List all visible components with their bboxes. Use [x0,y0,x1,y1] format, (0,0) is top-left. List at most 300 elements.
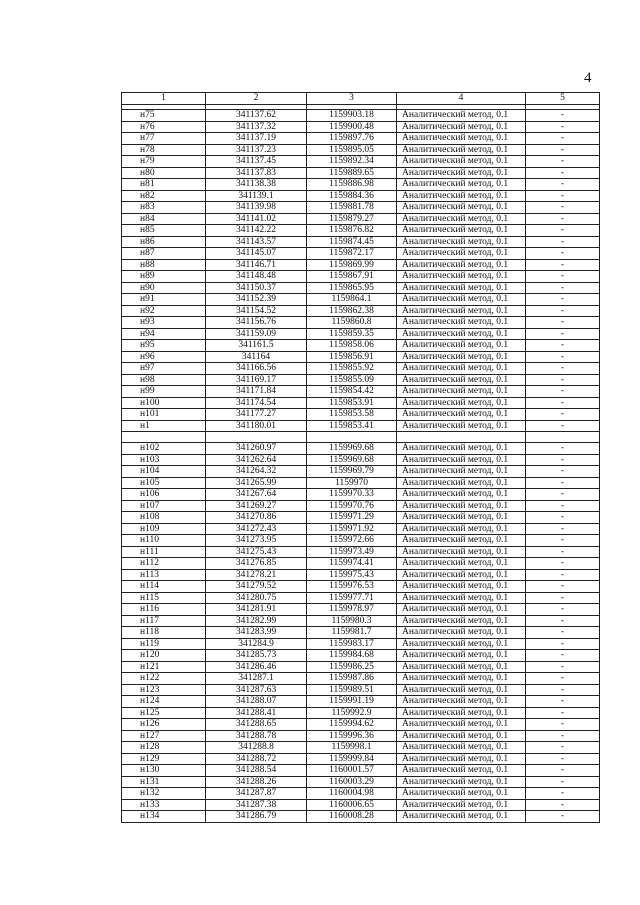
empty-cell [206,432,307,443]
method-cell: Аналитический метод, 0.1 [397,167,526,179]
point-id-cell: н80 [122,167,206,179]
point-id-cell: н85 [122,225,206,237]
y-coordinate-cell: 1159853.91 [307,397,397,409]
point-id-cell: н116 [122,604,206,616]
value-cell: - [526,753,600,765]
table-row [122,604,600,616]
value-cell: - [526,397,600,409]
point-id-cell: н78 [122,144,206,156]
point-id-cell: н128 [122,742,206,754]
point-id-cell: н133 [122,799,206,811]
x-coordinate-cell: 341180.01 [206,420,307,432]
method-cell: Аналитический метод, 0.1 [397,110,526,122]
x-coordinate-cell: 341150.37 [206,282,307,294]
value-cell: - [526,696,600,708]
value-cell: - [526,190,600,202]
table-row [122,546,600,558]
y-coordinate-cell: 1159855.92 [307,363,397,375]
table-row [122,523,600,535]
y-coordinate-cell: 1159865.95 [307,282,397,294]
y-coordinate-cell: 1159978.97 [307,604,397,616]
value-cell: - [526,707,600,719]
method-cell: Аналитический метод, 0.1 [397,179,526,191]
table-row [122,156,600,168]
y-coordinate-cell: 1159970.33 [307,489,397,501]
x-coordinate-cell: 341159.09 [206,328,307,340]
value-cell: - [526,535,600,547]
method-cell: Аналитический метод, 0.1 [397,236,526,248]
point-id-cell: н121 [122,661,206,673]
point-id-cell: н83 [122,202,206,214]
table-row [122,110,600,122]
y-coordinate-cell: 1160001.57 [307,765,397,777]
method-cell: Аналитический метод, 0.1 [397,684,526,696]
value-cell: - [526,546,600,558]
table-row [122,340,600,352]
method-cell: Аналитический метод, 0.1 [397,363,526,375]
point-id-cell: н96 [122,351,206,363]
column-header-2: 2 [206,93,307,105]
table-row [122,133,600,145]
method-cell: Аналитический метод, 0.1 [397,776,526,788]
value-cell: - [526,179,600,191]
y-coordinate-cell: 1159853.41 [307,420,397,432]
point-id-cell: н124 [122,696,206,708]
x-coordinate-cell: 341285.73 [206,650,307,662]
value-cell: - [526,581,600,593]
value-cell: - [526,661,600,673]
x-coordinate-cell: 341137.19 [206,133,307,145]
x-coordinate-cell: 341156.76 [206,317,307,329]
value-cell: - [526,144,600,156]
x-coordinate-cell: 341141.02 [206,213,307,225]
y-coordinate-cell: 1159973.49 [307,546,397,558]
x-coordinate-cell: 341137.23 [206,144,307,156]
value-cell: - [526,523,600,535]
point-id-cell: н119 [122,638,206,650]
point-id-cell: н79 [122,156,206,168]
x-coordinate-cell: 341288.41 [206,707,307,719]
point-id-cell: н132 [122,788,206,800]
empty-cell [526,432,600,443]
x-coordinate-cell: 341288.07 [206,696,307,708]
point-id-cell: н77 [122,133,206,145]
point-id-cell: н90 [122,282,206,294]
y-coordinate-cell: 1159897.76 [307,133,397,145]
table-row [122,799,600,811]
method-cell: Аналитический метод, 0.1 [397,386,526,398]
y-coordinate-cell: 1159879.27 [307,213,397,225]
method-cell: Аналитический метод, 0.1 [397,811,526,823]
value-cell: - [526,374,600,386]
y-coordinate-cell: 1159994.62 [307,719,397,731]
table-row [122,558,600,570]
table-row [122,742,600,754]
point-id-cell: н88 [122,259,206,271]
table-row [122,615,600,627]
y-coordinate-cell: 1159980.3 [307,615,397,627]
table-row [122,512,600,524]
y-coordinate-cell: 1159854.42 [307,386,397,398]
x-coordinate-cell: 341288.72 [206,753,307,765]
method-cell: Аналитический метод, 0.1 [397,271,526,283]
x-coordinate-cell: 341287.87 [206,788,307,800]
column-header-3: 3 [307,93,397,105]
empty-cell [122,432,206,443]
x-coordinate-cell: 341269.27 [206,500,307,512]
x-coordinate-cell: 341142.22 [206,225,307,237]
y-coordinate-cell: 1159996.36 [307,730,397,742]
y-coordinate-cell: 1159977.71 [307,592,397,604]
point-id-cell: н1 [122,420,206,432]
point-id-cell: н104 [122,466,206,478]
value-cell: - [526,409,600,421]
value-cell: - [526,558,600,570]
y-coordinate-cell: 1159860.8 [307,317,397,329]
value-cell: - [526,282,600,294]
table-row [122,466,600,478]
value-cell: - [526,294,600,306]
x-coordinate-cell: 341288.54 [206,765,307,777]
table-row [122,190,600,202]
y-coordinate-cell: 1159972.66 [307,535,397,547]
x-coordinate-cell: 341143.57 [206,236,307,248]
point-id-cell: н129 [122,753,206,765]
table-row [122,661,600,673]
method-cell: Аналитический метод, 0.1 [397,788,526,800]
table-row [122,202,600,214]
x-coordinate-cell: 341282.99 [206,615,307,627]
x-coordinate-cell: 341278.21 [206,569,307,581]
x-coordinate-cell: 341174.54 [206,397,307,409]
x-coordinate-cell: 341279.52 [206,581,307,593]
value-cell: - [526,604,600,616]
x-coordinate-cell: 341288.78 [206,730,307,742]
method-cell: Аналитический метод, 0.1 [397,627,526,639]
x-coordinate-cell: 341286.79 [206,811,307,823]
method-cell: Аналитический метод, 0.1 [397,466,526,478]
table-row [122,248,600,260]
point-id-cell: н76 [122,121,206,133]
value-cell: - [526,236,600,248]
y-coordinate-cell: 1159900.48 [307,121,397,133]
method-cell: Аналитический метод, 0.1 [397,592,526,604]
x-coordinate-cell: 341139.1 [206,190,307,202]
value-cell: - [526,512,600,524]
y-coordinate-cell: 1159886.98 [307,179,397,191]
y-coordinate-cell: 1159971.92 [307,523,397,535]
table-row [122,351,600,363]
value-cell: - [526,638,600,650]
value-cell: - [526,386,600,398]
point-id-cell: н111 [122,546,206,558]
value-cell: - [526,167,600,179]
method-cell: Аналитический метод, 0.1 [397,765,526,777]
value-cell: - [526,305,600,317]
point-id-cell: н108 [122,512,206,524]
y-coordinate-cell: 1160004.98 [307,788,397,800]
coordinates-table [121,92,600,823]
x-coordinate-cell: 341161.5 [206,340,307,352]
table-row [122,294,600,306]
x-coordinate-cell: 341171.84 [206,386,307,398]
y-coordinate-cell: 1160003.29 [307,776,397,788]
point-id-cell: н84 [122,213,206,225]
x-coordinate-cell: 341284.9 [206,638,307,650]
table-row [122,569,600,581]
y-coordinate-cell: 1159983.17 [307,638,397,650]
x-coordinate-cell: 341145.07 [206,248,307,260]
method-cell: Аналитический метод, 0.1 [397,650,526,662]
table-row [122,305,600,317]
y-coordinate-cell: 1159855.09 [307,374,397,386]
x-coordinate-cell: 341275.43 [206,546,307,558]
table-row [122,259,600,271]
table-row [122,179,600,191]
point-id-cell: н130 [122,765,206,777]
value-cell: - [526,615,600,627]
table-row [122,811,600,823]
point-id-cell: н106 [122,489,206,501]
method-cell: Аналитический метод, 0.1 [397,305,526,317]
table-row [122,535,600,547]
x-coordinate-cell: 341262.64 [206,454,307,466]
table-row [122,684,600,696]
method-cell: Аналитический метод, 0.1 [397,742,526,754]
point-id-cell: н114 [122,581,206,593]
y-coordinate-cell: 1159869.99 [307,259,397,271]
value-cell: - [526,443,600,455]
x-coordinate-cell: 341273.95 [206,535,307,547]
point-id-cell: н102 [122,443,206,455]
y-coordinate-cell: 1159872.17 [307,248,397,260]
value-cell: - [526,351,600,363]
y-coordinate-cell: 1159991.19 [307,696,397,708]
method-cell: Аналитический метод, 0.1 [397,443,526,455]
y-coordinate-cell: 1159981.7 [307,627,397,639]
x-coordinate-cell: 341137.83 [206,167,307,179]
y-coordinate-cell: 1159853.58 [307,409,397,421]
x-coordinate-cell: 341264.32 [206,466,307,478]
method-cell: Аналитический метод, 0.1 [397,328,526,340]
y-coordinate-cell: 1159867.91 [307,271,397,283]
value-cell: - [526,363,600,375]
method-cell: Аналитический метод, 0.1 [397,248,526,260]
table-row [122,776,600,788]
y-coordinate-cell: 1159895.05 [307,144,397,156]
table-row [122,144,600,156]
point-id-cell: н81 [122,179,206,191]
x-coordinate-cell: 341265.99 [206,477,307,489]
method-cell: Аналитический метод, 0.1 [397,454,526,466]
method-cell: Аналитический метод, 0.1 [397,294,526,306]
method-cell: Аналитический метод, 0.1 [397,523,526,535]
value-cell: - [526,776,600,788]
value-cell: - [526,811,600,823]
y-coordinate-cell: 1159986.25 [307,661,397,673]
table-blank-row [122,432,600,443]
value-cell: - [526,477,600,489]
method-cell: Аналитический метод, 0.1 [397,558,526,570]
method-cell: Аналитический метод, 0.1 [397,202,526,214]
x-coordinate-cell: 341280.75 [206,592,307,604]
method-cell: Аналитический метод, 0.1 [397,133,526,145]
y-coordinate-cell: 1159969.68 [307,454,397,466]
method-cell: Аналитический метод, 0.1 [397,489,526,501]
table-body [122,105,600,823]
point-id-cell: н92 [122,305,206,317]
y-coordinate-cell: 1159889.65 [307,167,397,179]
point-id-cell: н95 [122,340,206,352]
x-coordinate-cell: 341270.86 [206,512,307,524]
value-cell: - [526,213,600,225]
table-row [122,673,600,685]
table-row [122,386,600,398]
empty-cell [397,432,526,443]
column-header-4: 4 [397,93,526,105]
y-coordinate-cell: 1159976.53 [307,581,397,593]
point-id-cell: н87 [122,248,206,260]
x-coordinate-cell: 341283.99 [206,627,307,639]
value-cell: - [526,317,600,329]
point-id-cell: н115 [122,592,206,604]
y-coordinate-cell: 1159969.79 [307,466,397,478]
value-cell: - [526,489,600,501]
table-row [122,765,600,777]
value-cell: - [526,259,600,271]
point-id-cell: н82 [122,190,206,202]
y-coordinate-cell: 1159971.29 [307,512,397,524]
method-cell: Аналитический метод, 0.1 [397,144,526,156]
y-coordinate-cell: 1159858.06 [307,340,397,352]
point-id-cell: н123 [122,684,206,696]
y-coordinate-cell: 1159856.91 [307,351,397,363]
y-coordinate-cell: 1159903.18 [307,110,397,122]
y-coordinate-cell: 1159987.86 [307,673,397,685]
y-coordinate-cell: 1159876.82 [307,225,397,237]
y-coordinate-cell: 1159881.78 [307,202,397,214]
point-id-cell: н109 [122,523,206,535]
method-cell: Аналитический метод, 0.1 [397,546,526,558]
method-cell: Аналитический метод, 0.1 [397,259,526,271]
method-cell: Аналитический метод, 0.1 [397,190,526,202]
value-cell: - [526,156,600,168]
x-coordinate-cell: 341169.17 [206,374,307,386]
table-row [122,650,600,662]
table-row [122,167,600,179]
method-cell: Аналитический метод, 0.1 [397,581,526,593]
table-row [122,271,600,283]
value-cell: - [526,673,600,685]
point-id-cell: н118 [122,627,206,639]
point-id-cell: н134 [122,811,206,823]
point-id-cell: н99 [122,386,206,398]
point-id-cell: н105 [122,477,206,489]
table-row [122,753,600,765]
method-cell: Аналитический метод, 0.1 [397,638,526,650]
x-coordinate-cell: 341286.46 [206,661,307,673]
x-coordinate-cell: 341267.64 [206,489,307,501]
point-id-cell: н113 [122,569,206,581]
table-row [122,477,600,489]
table-row [122,121,600,133]
table-row [122,638,600,650]
value-cell: - [526,500,600,512]
method-cell: Аналитический метод, 0.1 [397,799,526,811]
x-coordinate-cell: 341287.63 [206,684,307,696]
value-cell: - [526,650,600,662]
value-cell: - [526,110,600,122]
value-cell: - [526,420,600,432]
value-cell: - [526,684,600,696]
value-cell: - [526,328,600,340]
method-cell: Аналитический метод, 0.1 [397,397,526,409]
x-coordinate-cell: 341146.71 [206,259,307,271]
method-cell: Аналитический метод, 0.1 [397,477,526,489]
x-coordinate-cell: 341152.39 [206,294,307,306]
y-coordinate-cell: 1159874.45 [307,236,397,248]
point-id-cell: н75 [122,110,206,122]
value-cell: - [526,271,600,283]
x-coordinate-cell: 341272.43 [206,523,307,535]
table-row [122,719,600,731]
table-header-row [122,93,600,105]
point-id-cell: н91 [122,294,206,306]
table-row [122,592,600,604]
table-row [122,500,600,512]
empty-cell [307,432,397,443]
x-coordinate-cell: 341137.45 [206,156,307,168]
y-coordinate-cell: 1159984.68 [307,650,397,662]
value-cell: - [526,248,600,260]
table-row [122,581,600,593]
method-cell: Аналитический метод, 0.1 [397,500,526,512]
point-id-cell: н122 [122,673,206,685]
point-id-cell: н131 [122,776,206,788]
y-coordinate-cell: 1159892.34 [307,156,397,168]
point-id-cell: н120 [122,650,206,662]
value-cell: - [526,719,600,731]
table-row [122,363,600,375]
method-cell: Аналитический метод, 0.1 [397,121,526,133]
table-row [122,282,600,294]
table-row [122,317,600,329]
point-id-cell: н103 [122,454,206,466]
point-id-cell: н86 [122,236,206,248]
method-cell: Аналитический метод, 0.1 [397,753,526,765]
y-coordinate-cell: 1159970.76 [307,500,397,512]
method-cell: Аналитический метод, 0.1 [397,673,526,685]
table-row [122,730,600,742]
value-cell: - [526,730,600,742]
x-coordinate-cell: 341281.91 [206,604,307,616]
value-cell: - [526,340,600,352]
x-coordinate-cell: 341177.27 [206,409,307,421]
y-coordinate-cell: 1159862.38 [307,305,397,317]
y-coordinate-cell: 1159999.84 [307,753,397,765]
point-id-cell: н94 [122,328,206,340]
method-cell: Аналитический метод, 0.1 [397,719,526,731]
x-coordinate-cell: 341287.1 [206,673,307,685]
method-cell: Аналитический метод, 0.1 [397,213,526,225]
x-coordinate-cell: 341154.52 [206,305,307,317]
table-row [122,213,600,225]
point-id-cell: н93 [122,317,206,329]
x-coordinate-cell: 341276.85 [206,558,307,570]
page-number: 4 [584,70,592,86]
point-id-cell: н112 [122,558,206,570]
table-row [122,627,600,639]
